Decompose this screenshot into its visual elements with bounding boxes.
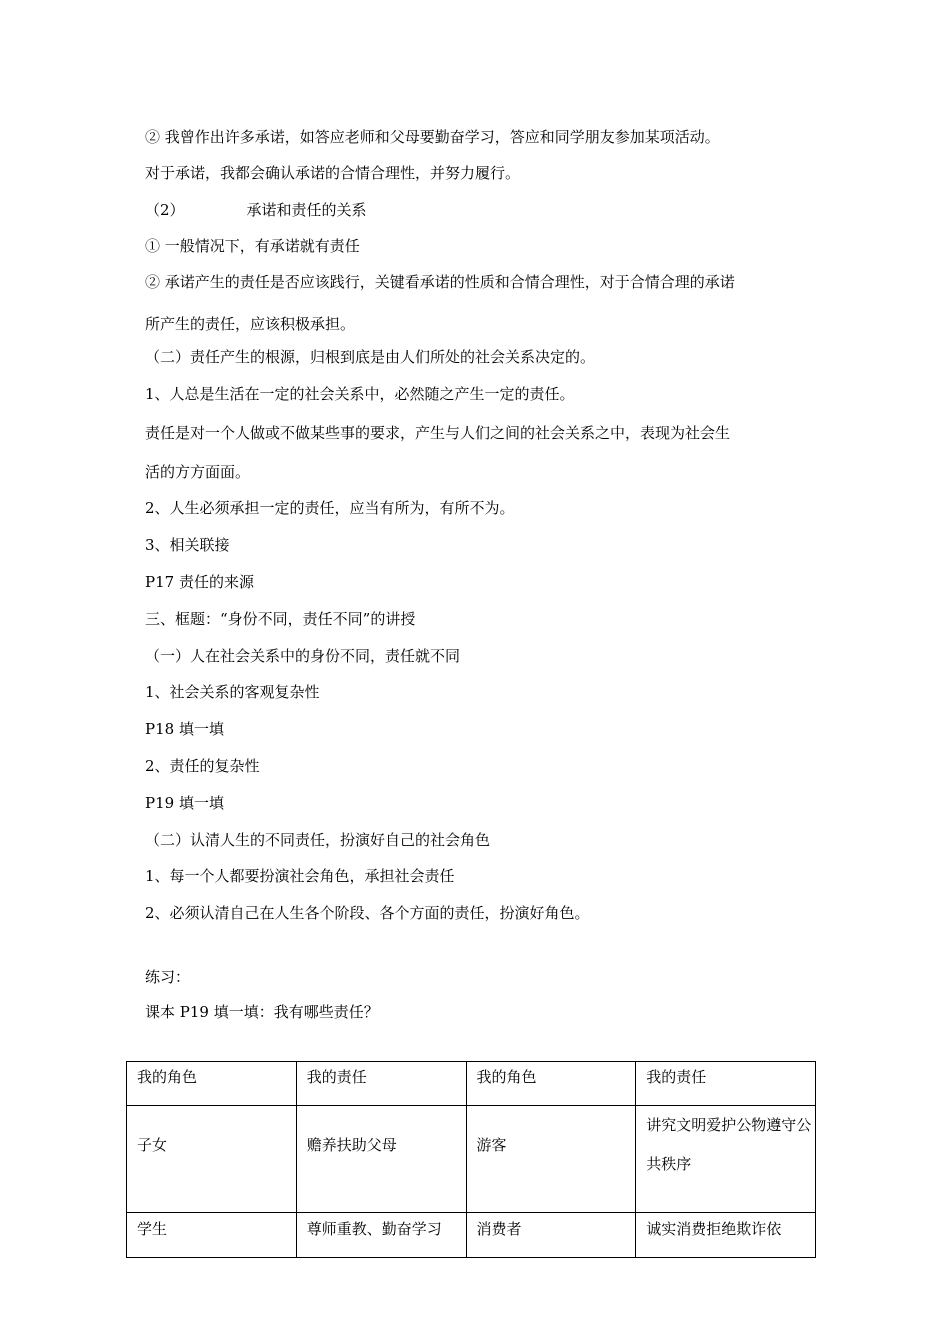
- text-line: 2、必须认清自己在人生各个阶段、各个方面的责任，扮演好角色。: [145, 904, 590, 922]
- text-line: 三、框题：“身份不同，责任不同”的讲授: [145, 610, 416, 628]
- text-line: 所产生的责任，应该积极承担。: [145, 315, 356, 333]
- text-line: P19 填一填: [145, 794, 224, 812]
- text-line: ② 我曾作出许多承诺，如答应老师和父母要勤奋学习，答应和同学朋友参加某项活动。: [145, 128, 720, 146]
- table-header-cell: 我的责任: [296, 1062, 466, 1106]
- text-line: ② 承诺产生的责任是否应该践行，关键看承诺的性质和合情合理性，对于合情合理的承诺: [145, 273, 735, 291]
- table-cell: 赡养扶助父母: [296, 1106, 466, 1213]
- text-line: 练习：: [145, 968, 191, 986]
- text-line: ① 一般情况下，有承诺就有责任: [145, 237, 360, 255]
- text-line: 2、责任的复杂性: [145, 757, 260, 775]
- text-line: P17 责任的来源: [145, 573, 254, 591]
- section-number: （2）: [145, 201, 185, 219]
- text-line: 对于承诺，我都会确认承诺的合情合理性，并努力履行。: [145, 164, 521, 182]
- table-cell: 讲究文明爱护公物遵守公共秩序: [636, 1106, 816, 1213]
- table-cell: 游客: [466, 1106, 636, 1213]
- table-cell: 学生: [127, 1213, 297, 1258]
- table-header-row: [127, 1062, 816, 1106]
- table-cell: 尊师重教、勤奋学习: [296, 1213, 466, 1258]
- text-line: 责任是对一个人做或不做某些事的要求，产生与人们之间的社会关系之中，表现为社会生: [145, 424, 731, 442]
- table-header-cell: 我的角色: [127, 1062, 297, 1106]
- section-title: 承诺和责任的关系: [246, 201, 367, 219]
- responsibility-table: [126, 1061, 816, 1258]
- text-line: 1、每一个人都要扮演社会角色，承担社会责任: [145, 867, 455, 885]
- table-cell: 子女: [127, 1106, 297, 1213]
- table-header-cell: 我的角色: [466, 1062, 636, 1106]
- text-line: 课本 P19 填一填：我有哪些责任？: [145, 1003, 379, 1021]
- text-line: （一）人在社会关系中的身份不同，责任就不同: [145, 647, 461, 665]
- table-row: [127, 1106, 816, 1213]
- text-line: 1、人总是生活在一定的社会关系中，必然随之产生一定的责任。: [145, 385, 575, 403]
- table-cell: 诚实消费拒绝欺诈依: [636, 1213, 816, 1258]
- text-line: P18 填一填: [145, 720, 224, 738]
- table-cell: 消费者: [466, 1213, 636, 1258]
- table-header-cell: 我的责任: [636, 1062, 816, 1106]
- text-line: 活的方方面面。: [145, 463, 251, 481]
- subheading-line: [145, 200, 367, 220]
- table-row: [127, 1213, 816, 1258]
- text-line: 1、社会关系的客观复杂性: [145, 683, 320, 701]
- text-line: （二）认清人生的不同责任，扮演好自己的社会角色: [145, 831, 491, 849]
- text-line: 2、人生必须承担一定的责任，应当有所为，有所不为。: [145, 499, 515, 517]
- text-line: （二）责任产生的根源，归根到底是由人们所处的社会关系决定的。: [145, 348, 596, 366]
- text-line: 3、相关联接: [145, 536, 230, 554]
